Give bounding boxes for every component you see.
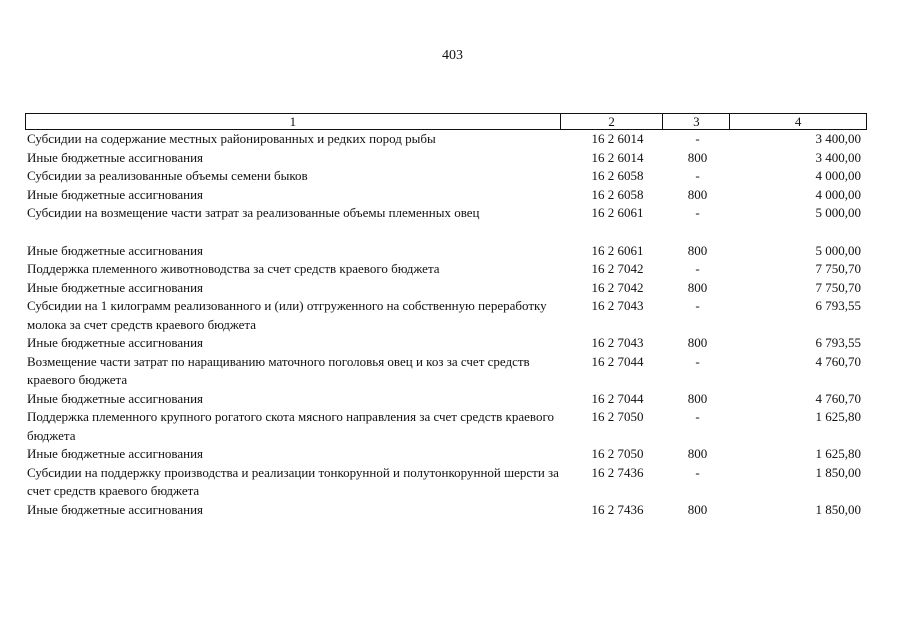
row-name: Иные бюджетные ассигнования <box>27 279 204 295</box>
row-amount: 3 400,00 <box>815 149 861 165</box>
row-type: 800 <box>687 446 708 461</box>
table-row <box>25 445 867 464</box>
row-type: - <box>695 353 700 369</box>
row-amount: 3 400,00 <box>815 131 861 146</box>
row-type: 800 <box>687 279 708 295</box>
row-type: - <box>695 131 700 146</box>
row-code: 16 2 6061 <box>591 205 644 220</box>
table-header <box>25 113 867 130</box>
table-row <box>25 353 867 390</box>
row-type: - <box>695 298 700 313</box>
row-code: 16 2 6014 <box>591 149 644 165</box>
row-code: 16 2 6058 <box>591 186 644 202</box>
header-col-1: 1 <box>26 114 561 129</box>
table-row <box>25 408 867 445</box>
row-name: Субсидии за реализованные объемы семени быков <box>27 168 308 183</box>
table-row <box>25 186 867 205</box>
row-type: - <box>695 464 700 480</box>
row-name: Иные бюджетные ассигнования <box>27 446 204 461</box>
row-code: 16 2 6061 <box>591 242 644 258</box>
row-amount: 1 850,00 <box>815 464 861 480</box>
row-name: Иные бюджетные ассигнования <box>27 242 204 258</box>
header-col-4: 4 <box>794 114 802 129</box>
row-code: 16 2 7436 <box>591 464 644 480</box>
row-amount: 1 850,00 <box>815 501 861 517</box>
row-code: 16 2 7042 <box>591 279 644 295</box>
row-code: 16 2 7044 <box>591 353 644 369</box>
row-name: Субсидии на 1 килограмм реализованного и (или) отгруженного на собственную переработку молока за счет средств краевого бюджета <box>27 298 547 332</box>
row-code: 16 2 6014 <box>591 131 644 146</box>
row-name: Иные бюджетные ассигнования <box>27 186 204 202</box>
row-type: - <box>695 409 700 424</box>
row-amount: 5 000,00 <box>815 205 861 220</box>
row-name: Субсидии на содержание местных районированных и редких пород рыбы <box>27 131 436 146</box>
table-body <box>25 130 867 519</box>
row-name: Субсидии на возмещение части затрат за реализованные объемы племенных овец <box>27 205 480 220</box>
table-row <box>25 390 867 409</box>
header-col-3: 3 <box>663 114 730 129</box>
row-amount: 4 760,70 <box>815 390 861 406</box>
budget-table <box>25 113 867 519</box>
row-code: 16 2 7050 <box>591 409 644 424</box>
row-amount: 6 793,55 <box>815 298 861 313</box>
table-row <box>25 464 867 501</box>
row-code: 16 2 7043 <box>591 298 644 313</box>
row-type: 800 <box>687 390 708 406</box>
row-name: Иные бюджетные ассигнования <box>27 501 204 517</box>
row-amount: 5 000,00 <box>815 242 861 258</box>
row-type: - <box>695 261 700 276</box>
row-amount: 6 793,55 <box>815 335 861 350</box>
row-code: 16 2 7044 <box>591 390 644 406</box>
row-name: Иные бюджетные ассигнования <box>27 149 204 165</box>
row-amount: 7 750,70 <box>815 279 861 295</box>
row-code: 16 2 7042 <box>591 261 644 276</box>
row-type: 800 <box>687 186 708 202</box>
row-name: Поддержка племенного животноводства за счет средств краевого бюджета <box>27 261 440 276</box>
table-row <box>25 297 867 334</box>
row-amount: 1 625,80 <box>815 409 861 424</box>
table-row <box>25 279 867 298</box>
table-row <box>25 260 867 279</box>
table-row <box>25 242 867 261</box>
row-name: Субсидии на поддержку производства и реализации тонкорунной и полутонкорунной шерсти за счет средств краевого бюджета <box>27 464 559 498</box>
row-amount: 4 000,00 <box>815 186 861 202</box>
header-col-2: 2 <box>561 114 664 129</box>
row-name: Возмещение части затрат по наращиванию маточного поголовья овец и коз за счет средств краевого бюджета <box>27 353 530 387</box>
row-type: - <box>695 205 700 220</box>
table-row <box>25 167 867 186</box>
table-row <box>25 204 867 223</box>
row-type: 800 <box>687 335 708 350</box>
row-amount: 1 625,80 <box>815 446 861 461</box>
row-name: Поддержка племенного крупного рогатого скота мясного направления за счет средств краевого бюджета <box>27 409 554 443</box>
row-type: 800 <box>687 149 708 165</box>
table-row <box>25 149 867 168</box>
row-code: 16 2 7436 <box>591 501 644 517</box>
table-row <box>25 501 867 520</box>
row-amount: 4 000,00 <box>815 168 861 183</box>
row-type: - <box>695 168 700 183</box>
table-row <box>25 130 867 149</box>
table-row <box>25 334 867 353</box>
page-number: 403 <box>442 48 463 63</box>
row-code: 16 2 7043 <box>591 335 644 350</box>
row-amount: 7 750,70 <box>815 261 861 276</box>
row-amount: 4 760,70 <box>815 353 861 369</box>
row-type: 800 <box>687 501 708 517</box>
row-name: Иные бюджетные ассигнования <box>27 390 204 406</box>
row-name: Иные бюджетные ассигнования <box>27 335 204 350</box>
row-type: 800 <box>687 242 708 258</box>
row-code: 16 2 6058 <box>591 168 644 183</box>
row-code: 16 2 7050 <box>591 446 644 461</box>
